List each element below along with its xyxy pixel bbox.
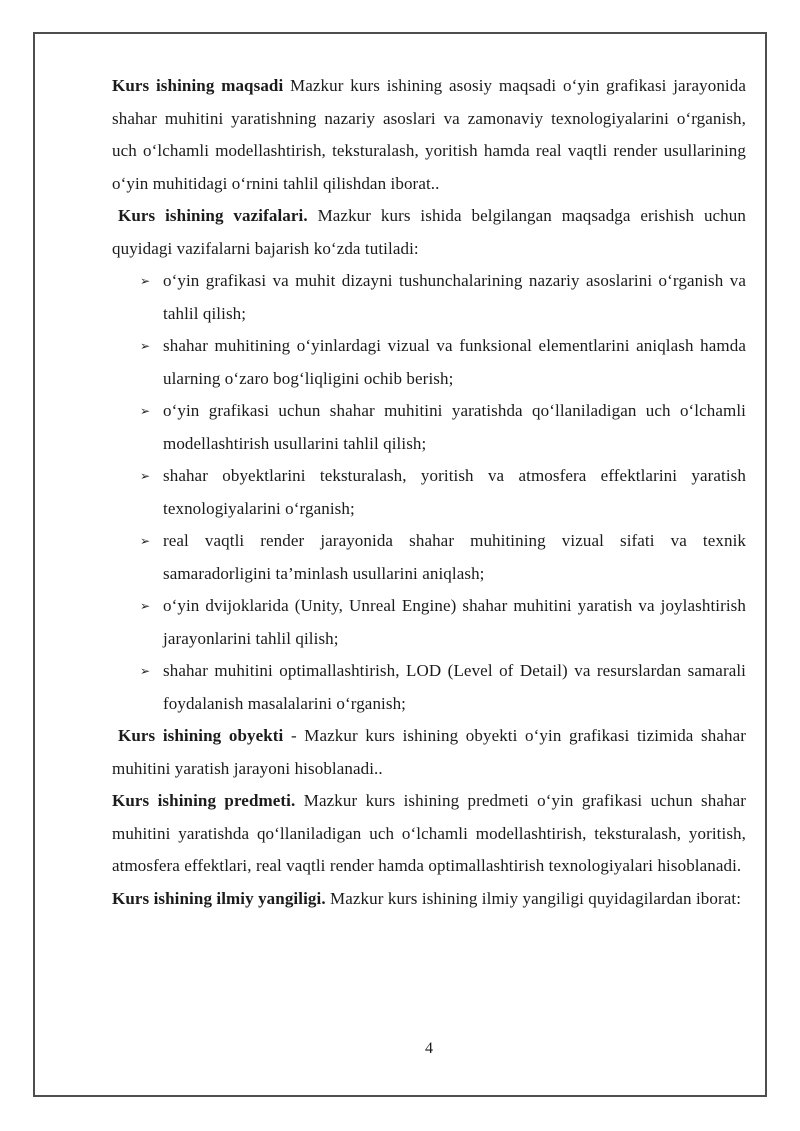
paragraph-ilmiy-yangiligi [112,883,746,916]
page-content [112,70,746,915]
paragraph-ilmiy-yangiligi-body: Mazkur kurs ishining ilmiy yangiligi quyidagilardan iborat: [330,888,742,908]
arrow-bullet-icon: ➢ [140,404,151,418]
paragraph-obyekti-body: - Mazkur kurs ishining obyekti o‘yin grafikasi tizimida shahar muhitini yaratish jarayoni hisoblanadi.. [112,726,746,778]
list-item [112,330,746,395]
arrow-bullet-icon: ➢ [140,339,151,353]
paragraph-maqsadi [112,70,746,200]
paragraph-vazifalari-body: Mazkur kurs ishida belgilangan maqsadga erishish uchun quyidagi vazifalarni bajarish ko‘zda tutiladi: [112,206,746,258]
heading-maqsadi: Kurs ishining maqsadi [112,76,284,95]
list-item [112,590,746,655]
list-item [112,655,746,720]
list-item [112,395,746,460]
list-item-text: shahar muhitining o‘yinlardagi vizual va funksional elementlarini aniqlash hamda ularning o‘zaro bog‘liqligini ochib berish; [163,336,746,388]
paragraph-maqsadi-body: Mazkur kurs ishining asosiy maqsadi o‘yin grafikasi jarayonida shahar muhitini yaratishning nazariy asoslari va zamonaviy texnologiyalarini o‘rganish, uch o‘lchamli modellashtirish, teksturalash, yoritish hamda real vaqtli render usullarining o‘yin muhitidagi o‘rnini tahlil qilishdan iborat.. [112,76,746,193]
list-item-text: o‘yin grafikasi va muhit dizayni tushunchalarining nazariy asoslarini o‘rganish va tahlil qilish; [163,271,746,323]
arrow-bullet-icon: ➢ [140,599,151,613]
list-item-text: real vaqtli render jarayonida shahar muhitining vizual sifati va texnik samaradorligini ta’minlash usullarini aniqlash; [163,531,746,583]
task-list [112,265,746,720]
arrow-bullet-icon: ➢ [140,274,151,288]
list-item [112,525,746,590]
arrow-bullet-icon: ➢ [140,469,151,483]
heading-obyekti: Kurs ishining obyekti [118,726,284,745]
list-item-text: shahar muhitini optimallashtirish, LOD (Level of Detail) va resurslardan samarali foydalanish masalalarini o‘rganish; [163,661,746,713]
list-item [112,460,746,525]
list-item-text: shahar obyektlarini teksturalash, yoritish va atmosfera effektlarini yaratish texnologiyalarini o‘rganish; [163,466,746,518]
paragraph-predmeti-body: Mazkur kurs ishining predmeti o‘yin grafikasi uchun shahar muhitini yaratishda qo‘llaniladigan uch o‘lchamli modellashtirish, teksturalash, yoritish, atmosfera effektlari, real vaqtli render hamda optimallashtirish texnologiyalari hisoblanadi. [112,791,746,875]
list-item-text: o‘yin grafikasi uchun shahar muhitini yaratishda qo‘llaniladigan uch o‘lchamli modellashtirish usullarini tahlil qilish; [163,401,746,453]
list-item [112,265,746,330]
arrow-bullet-icon: ➢ [140,664,151,678]
page-border-frame [33,32,767,1097]
page-number: 4 [425,1040,433,1057]
arrow-bullet-icon: ➢ [140,534,151,548]
heading-ilmiy-yangiligi: Kurs ishining ilmiy yangiligi. [112,888,326,908]
paragraph-obyekti [112,720,746,785]
heading-vazifalari: Kurs ishining vazifalari. [118,206,308,225]
list-item-text: o‘yin dvijoklarida (Unity, Unreal Engine) shahar muhitini yaratish va joylashtirish jarayonlarini tahlil qilish; [163,596,746,648]
paragraph-vazifalari [112,200,746,265]
paragraph-predmeti [112,785,746,883]
heading-predmeti: Kurs ishining predmeti. [112,791,296,810]
